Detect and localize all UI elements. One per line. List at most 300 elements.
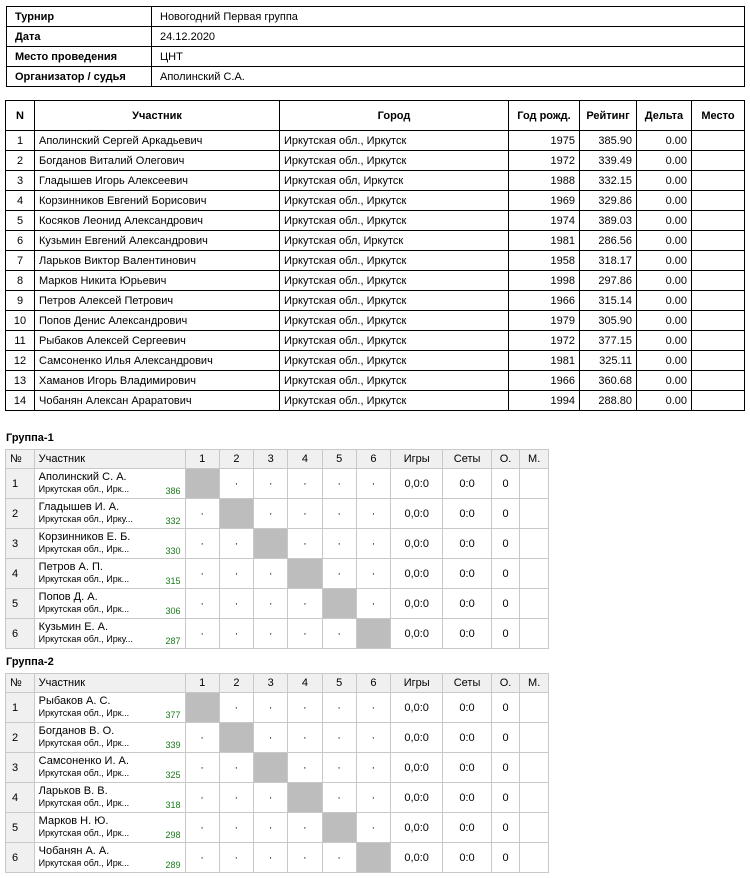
player-cell xyxy=(34,529,185,559)
player-points: 0 xyxy=(491,469,520,499)
player-name: Богданов В. О. xyxy=(38,725,115,737)
participant-place xyxy=(692,231,745,251)
participant-year: 1966 xyxy=(509,371,580,391)
player-games: 0,0:0 xyxy=(391,753,443,783)
participant-delta: 0.00 xyxy=(637,351,692,371)
match-result-cell: · xyxy=(254,843,288,873)
participant-number: 4 xyxy=(6,191,35,211)
col-header-points: О. xyxy=(491,450,520,469)
participant-name: Богданов Виталий Олегович xyxy=(35,151,280,171)
player-place xyxy=(520,723,549,753)
player-games: 0,0:0 xyxy=(391,843,443,873)
col-header-city: Город xyxy=(280,101,509,131)
participant-rating: 305.90 xyxy=(580,311,637,331)
participant-delta: 0.00 xyxy=(637,171,692,191)
col-header-points: О. xyxy=(491,674,520,693)
match-result-cell: · xyxy=(219,559,253,589)
match-result-cell: · xyxy=(219,589,253,619)
match-result-cell: · xyxy=(185,619,219,649)
participant-year: 1966 xyxy=(509,291,580,311)
participant-number: 12 xyxy=(6,351,35,371)
player-name: Марков Н. Ю. xyxy=(38,815,109,827)
info-value: 24.12.2020 xyxy=(152,27,745,47)
participant-delta: 0.00 xyxy=(637,191,692,211)
col-header-games: Игры xyxy=(391,674,443,693)
participant-place xyxy=(692,271,745,291)
participant-city: Иркутская обл., Иркутск xyxy=(280,331,509,351)
participant-city: Иркутская обл., Иркутск xyxy=(280,191,509,211)
participants-table xyxy=(5,100,745,411)
participant-delta: 0.00 xyxy=(637,311,692,331)
col-header-participant: Участник xyxy=(35,101,280,131)
participant-name: Марков Никита Юрьевич xyxy=(35,271,280,291)
participant-delta: 0.00 xyxy=(637,271,692,291)
player-number: 3 xyxy=(6,529,35,559)
info-label: Турнир xyxy=(7,7,152,27)
col-header-sets: Сеты xyxy=(443,450,491,469)
player-city: Иркутская обл., Ирк... xyxy=(38,484,130,494)
player-number: 5 xyxy=(6,589,35,619)
participant-name: Хаманов Игорь Владимирович xyxy=(35,371,280,391)
player-sets: 0:0 xyxy=(443,529,491,559)
participant-rating: 385.90 xyxy=(580,131,637,151)
info-row xyxy=(7,47,745,67)
player-place xyxy=(520,529,549,559)
participant-rating: 286.56 xyxy=(580,231,637,251)
match-result-cell: · xyxy=(322,469,356,499)
info-value: ЦНТ xyxy=(152,47,745,67)
col-header-round-3: 3 xyxy=(254,674,288,693)
match-result-cell: · xyxy=(288,753,322,783)
match-result-cell: · xyxy=(219,783,253,813)
player-name: Кузьмин Е. А. xyxy=(38,621,109,633)
participant-place xyxy=(692,291,745,311)
participants-header-row xyxy=(6,101,745,131)
player-points: 0 xyxy=(491,753,520,783)
player-games: 0,0:0 xyxy=(391,723,443,753)
match-result-cell: · xyxy=(288,813,322,843)
participant-number: 7 xyxy=(6,251,35,271)
match-result-cell: · xyxy=(356,813,390,843)
self-match-cell xyxy=(254,753,288,783)
participant-city: Иркутская обл., Иркутск xyxy=(280,311,509,331)
self-match-cell xyxy=(356,619,390,649)
participant-number: 13 xyxy=(6,371,35,391)
col-header-round-5: 5 xyxy=(322,674,356,693)
participant-year: 1994 xyxy=(509,391,580,411)
player-points: 0 xyxy=(491,723,520,753)
match-result-cell: · xyxy=(322,843,356,873)
self-match-cell xyxy=(288,559,322,589)
self-match-cell xyxy=(288,783,322,813)
player-points: 0 xyxy=(491,559,520,589)
group-2-title: Группа-2 xyxy=(6,656,54,668)
self-match-cell xyxy=(219,499,253,529)
group-player-row xyxy=(6,693,549,723)
player-number: 1 xyxy=(6,693,35,723)
player-rating: 386 xyxy=(165,486,181,496)
participant-row xyxy=(6,171,745,191)
participant-delta: 0.00 xyxy=(637,231,692,251)
participant-rating: 339.49 xyxy=(580,151,637,171)
self-match-cell xyxy=(322,589,356,619)
participant-rating: 389.03 xyxy=(580,211,637,231)
participant-rating: 332.15 xyxy=(580,171,637,191)
participant-city: Иркутская обл., Иркутск xyxy=(280,291,509,311)
player-sets: 0:0 xyxy=(443,589,491,619)
player-points: 0 xyxy=(491,693,520,723)
participant-year: 1981 xyxy=(509,231,580,251)
participant-city: Иркутская обл., Иркутск xyxy=(280,351,509,371)
participant-row xyxy=(6,191,745,211)
participant-city: Иркутская обл., Иркутск xyxy=(280,151,509,171)
participant-name: Петров Алексей Петрович xyxy=(35,291,280,311)
player-city: Иркутская обл., Ирк... xyxy=(38,738,130,748)
tournament-info-table xyxy=(6,6,745,87)
participant-name: Гладышев Игорь Алексеевич xyxy=(35,171,280,191)
participant-row xyxy=(6,211,745,231)
participant-year: 1979 xyxy=(509,311,580,331)
player-points: 0 xyxy=(491,529,520,559)
col-header-games: Игры xyxy=(391,450,443,469)
participant-city: Иркутская обл., Иркутск xyxy=(280,391,509,411)
group-player-row xyxy=(6,499,549,529)
player-sets: 0:0 xyxy=(443,753,491,783)
participant-number: 2 xyxy=(6,151,35,171)
match-result-cell: · xyxy=(322,529,356,559)
participant-city: Иркутская обл, Иркутск xyxy=(280,171,509,191)
player-rating: 298 xyxy=(165,830,181,840)
player-games: 0,0:0 xyxy=(391,619,443,649)
participant-place xyxy=(692,391,745,411)
match-result-cell: · xyxy=(185,723,219,753)
participant-place xyxy=(692,151,745,171)
participant-name: Корзинников Евгений Борисович xyxy=(35,191,280,211)
participant-name: Самсоненко Илья Александрович xyxy=(35,351,280,371)
participant-rating: 315.14 xyxy=(580,291,637,311)
match-result-cell: · xyxy=(219,813,253,843)
participant-number: 10 xyxy=(6,311,35,331)
player-sets: 0:0 xyxy=(443,693,491,723)
participant-year: 1958 xyxy=(509,251,580,271)
player-place xyxy=(520,693,549,723)
participant-year: 1975 xyxy=(509,131,580,151)
player-sets: 0:0 xyxy=(443,783,491,813)
match-result-cell: · xyxy=(322,619,356,649)
participant-row xyxy=(6,131,745,151)
match-result-cell: · xyxy=(185,529,219,559)
participant-place xyxy=(692,171,745,191)
participant-place xyxy=(692,311,745,331)
player-sets: 0:0 xyxy=(443,843,491,873)
match-result-cell: · xyxy=(254,693,288,723)
participant-place xyxy=(692,351,745,371)
col-header-round-4: 4 xyxy=(288,450,322,469)
player-place xyxy=(520,619,549,649)
participant-place xyxy=(692,131,745,151)
participant-year: 1981 xyxy=(509,351,580,371)
player-games: 0,0:0 xyxy=(391,693,443,723)
player-points: 0 xyxy=(491,783,520,813)
participant-place xyxy=(692,331,745,351)
match-result-cell: · xyxy=(288,723,322,753)
participant-number: 14 xyxy=(6,391,35,411)
participant-number: 8 xyxy=(6,271,35,291)
match-result-cell: · xyxy=(254,813,288,843)
participant-row xyxy=(6,351,745,371)
group-1-table xyxy=(5,449,549,649)
info-value: Новогодний Первая группа xyxy=(152,7,745,27)
match-result-cell: · xyxy=(254,469,288,499)
player-rating: 287 xyxy=(165,636,181,646)
match-result-cell: · xyxy=(288,843,322,873)
self-match-cell xyxy=(322,813,356,843)
player-cell xyxy=(34,693,185,723)
participant-year: 1969 xyxy=(509,191,580,211)
player-city: Иркутская обл., Ирку... xyxy=(38,514,133,524)
player-points: 0 xyxy=(491,813,520,843)
match-result-cell: · xyxy=(356,693,390,723)
match-result-cell: · xyxy=(322,753,356,783)
player-number: 4 xyxy=(6,559,35,589)
player-place xyxy=(520,753,549,783)
participant-row xyxy=(6,331,745,351)
player-number: 6 xyxy=(6,843,35,873)
info-label: Организатор / судья xyxy=(7,67,152,87)
player-points: 0 xyxy=(491,499,520,529)
match-result-cell: · xyxy=(185,559,219,589)
col-header-delta: Дельта xyxy=(637,101,692,131)
player-sets: 0:0 xyxy=(443,619,491,649)
participant-row xyxy=(6,391,745,411)
col-header-participant: Участник xyxy=(34,450,185,469)
col-header-year: Год рожд. xyxy=(509,101,580,131)
group-player-row xyxy=(6,529,549,559)
match-result-cell: · xyxy=(254,589,288,619)
player-cell xyxy=(34,469,185,499)
participant-year: 1972 xyxy=(509,331,580,351)
match-result-cell: · xyxy=(254,783,288,813)
participant-number: 3 xyxy=(6,171,35,191)
participant-delta: 0.00 xyxy=(637,331,692,351)
participant-row xyxy=(6,371,745,391)
player-city: Иркутская обл., Ирку... xyxy=(38,634,133,644)
player-rating: 377 xyxy=(165,710,181,720)
player-number: 1 xyxy=(6,469,35,499)
self-match-cell xyxy=(254,529,288,559)
match-result-cell: · xyxy=(288,529,322,559)
player-cell xyxy=(34,589,185,619)
match-result-cell: · xyxy=(322,559,356,589)
match-result-cell: · xyxy=(288,499,322,529)
participant-place xyxy=(692,191,745,211)
participant-city: Иркутская обл, Иркутск xyxy=(280,231,509,251)
col-header-number: № xyxy=(6,450,35,469)
player-place xyxy=(520,813,549,843)
player-name: Чобанян А. А. xyxy=(38,845,110,857)
player-city: Иркутская обл., Ирк... xyxy=(38,708,130,718)
participant-delta: 0.00 xyxy=(637,391,692,411)
player-sets: 0:0 xyxy=(443,469,491,499)
player-city: Иркутская обл., Ирк... xyxy=(38,858,130,868)
match-result-cell: · xyxy=(254,499,288,529)
player-games: 0,0:0 xyxy=(391,469,443,499)
match-result-cell: · xyxy=(219,529,253,559)
player-place xyxy=(520,559,549,589)
participant-rating: 297.86 xyxy=(580,271,637,291)
participant-rating: 329.86 xyxy=(580,191,637,211)
match-result-cell: · xyxy=(219,469,253,499)
participant-number: 11 xyxy=(6,331,35,351)
player-cell xyxy=(34,753,185,783)
player-number: 2 xyxy=(6,723,35,753)
col-header-round-2: 2 xyxy=(219,674,253,693)
col-header-round-5: 5 xyxy=(322,450,356,469)
match-result-cell: · xyxy=(185,589,219,619)
participant-row xyxy=(6,151,745,171)
col-header-place: М. xyxy=(520,674,549,693)
player-name: Самсоненко И. А. xyxy=(38,755,129,767)
player-cell xyxy=(34,783,185,813)
player-city: Иркутская обл., Ирк... xyxy=(38,828,130,838)
player-city: Иркутская обл., Ирк... xyxy=(38,768,130,778)
player-rating: 330 xyxy=(165,546,181,556)
player-cell xyxy=(34,619,185,649)
participant-name: Рыбаков Алексей Сергеевич xyxy=(35,331,280,351)
player-number: 5 xyxy=(6,813,35,843)
match-result-cell: · xyxy=(219,693,253,723)
group-1-title: Группа-1 xyxy=(6,432,54,444)
player-sets: 0:0 xyxy=(443,813,491,843)
player-games: 0,0:0 xyxy=(391,783,443,813)
participant-place xyxy=(692,371,745,391)
match-result-cell: · xyxy=(356,753,390,783)
player-games: 0,0:0 xyxy=(391,589,443,619)
player-city: Иркутская обл., Ирк... xyxy=(38,798,130,808)
participant-name: Чобанян Алексан Араратович xyxy=(35,391,280,411)
player-city: Иркутская обл., Ирк... xyxy=(38,604,130,614)
group-player-row xyxy=(6,469,549,499)
group-header-row xyxy=(6,674,549,693)
player-place xyxy=(520,469,549,499)
player-place xyxy=(520,783,549,813)
participant-place xyxy=(692,211,745,231)
col-header-rating: Рейтинг xyxy=(580,101,637,131)
player-number: 2 xyxy=(6,499,35,529)
group-2-table xyxy=(5,673,549,873)
player-points: 0 xyxy=(491,843,520,873)
player-points: 0 xyxy=(491,589,520,619)
match-result-cell: · xyxy=(219,753,253,783)
participant-number: 5 xyxy=(6,211,35,231)
participant-row xyxy=(6,251,745,271)
player-number: 3 xyxy=(6,753,35,783)
participant-name: Ларьков Виктор Валентинович xyxy=(35,251,280,271)
player-games: 0,0:0 xyxy=(391,559,443,589)
match-result-cell: · xyxy=(322,499,356,529)
player-place xyxy=(520,843,549,873)
participant-city: Иркутская обл., Иркутск xyxy=(280,271,509,291)
col-header-round-3: 3 xyxy=(254,450,288,469)
player-games: 0,0:0 xyxy=(391,813,443,843)
participant-row xyxy=(6,271,745,291)
match-result-cell: · xyxy=(288,693,322,723)
participant-name: Косяков Леонид Александрович xyxy=(35,211,280,231)
group-player-row xyxy=(6,589,549,619)
self-match-cell xyxy=(356,843,390,873)
player-sets: 0:0 xyxy=(443,559,491,589)
col-header-place: Место xyxy=(692,101,745,131)
player-place xyxy=(520,499,549,529)
participant-city: Иркутская обл., Иркутск xyxy=(280,371,509,391)
participant-year: 1998 xyxy=(509,271,580,291)
participant-row xyxy=(6,311,745,331)
match-result-cell: · xyxy=(219,843,253,873)
player-name: Ларьков В. В. xyxy=(38,785,108,797)
match-result-cell: · xyxy=(356,529,390,559)
participant-row xyxy=(6,291,745,311)
match-result-cell: · xyxy=(185,813,219,843)
match-result-cell: · xyxy=(322,723,356,753)
match-result-cell: · xyxy=(356,469,390,499)
group-player-row xyxy=(6,783,549,813)
player-name: Корзинников Е. Б. xyxy=(38,531,131,543)
player-points: 0 xyxy=(491,619,520,649)
player-rating: 332 xyxy=(165,516,181,526)
player-city: Иркутская обл., Ирк... xyxy=(38,574,130,584)
match-result-cell: · xyxy=(356,783,390,813)
match-result-cell: · xyxy=(356,723,390,753)
participant-name: Кузьмин Евгений Александрович xyxy=(35,231,280,251)
col-header-participant: Участник xyxy=(34,674,185,693)
player-cell xyxy=(34,499,185,529)
info-row xyxy=(7,7,745,27)
player-city: Иркутская обл., Ирк... xyxy=(38,544,130,554)
player-place xyxy=(520,589,549,619)
col-header-number: № xyxy=(6,674,35,693)
participant-delta: 0.00 xyxy=(637,211,692,231)
player-rating: 325 xyxy=(165,770,181,780)
participant-delta: 0.00 xyxy=(637,151,692,171)
match-result-cell: · xyxy=(356,559,390,589)
player-games: 0,0:0 xyxy=(391,529,443,559)
group-header-row xyxy=(6,450,549,469)
col-header-n: N xyxy=(6,101,35,131)
player-cell xyxy=(34,723,185,753)
player-name: Аполинский С. А. xyxy=(38,471,127,483)
participant-name: Попов Денис Александрович xyxy=(35,311,280,331)
participant-delta: 0.00 xyxy=(637,251,692,271)
participant-city: Иркутская обл., Иркутск xyxy=(280,251,509,271)
col-header-round-1: 1 xyxy=(185,450,219,469)
match-result-cell: · xyxy=(288,589,322,619)
group-player-row xyxy=(6,813,549,843)
player-cell xyxy=(34,559,185,589)
participant-row xyxy=(6,231,745,251)
info-label: Дата xyxy=(7,27,152,47)
player-name: Рыбаков А. С. xyxy=(38,695,111,707)
player-sets: 0:0 xyxy=(443,499,491,529)
col-header-place: М. xyxy=(520,450,549,469)
self-match-cell xyxy=(185,469,219,499)
participant-place xyxy=(692,251,745,271)
participant-number: 1 xyxy=(6,131,35,151)
participant-year: 1972 xyxy=(509,151,580,171)
participant-year: 1988 xyxy=(509,171,580,191)
participant-delta: 0.00 xyxy=(637,291,692,311)
col-header-round-2: 2 xyxy=(219,450,253,469)
participant-number: 9 xyxy=(6,291,35,311)
